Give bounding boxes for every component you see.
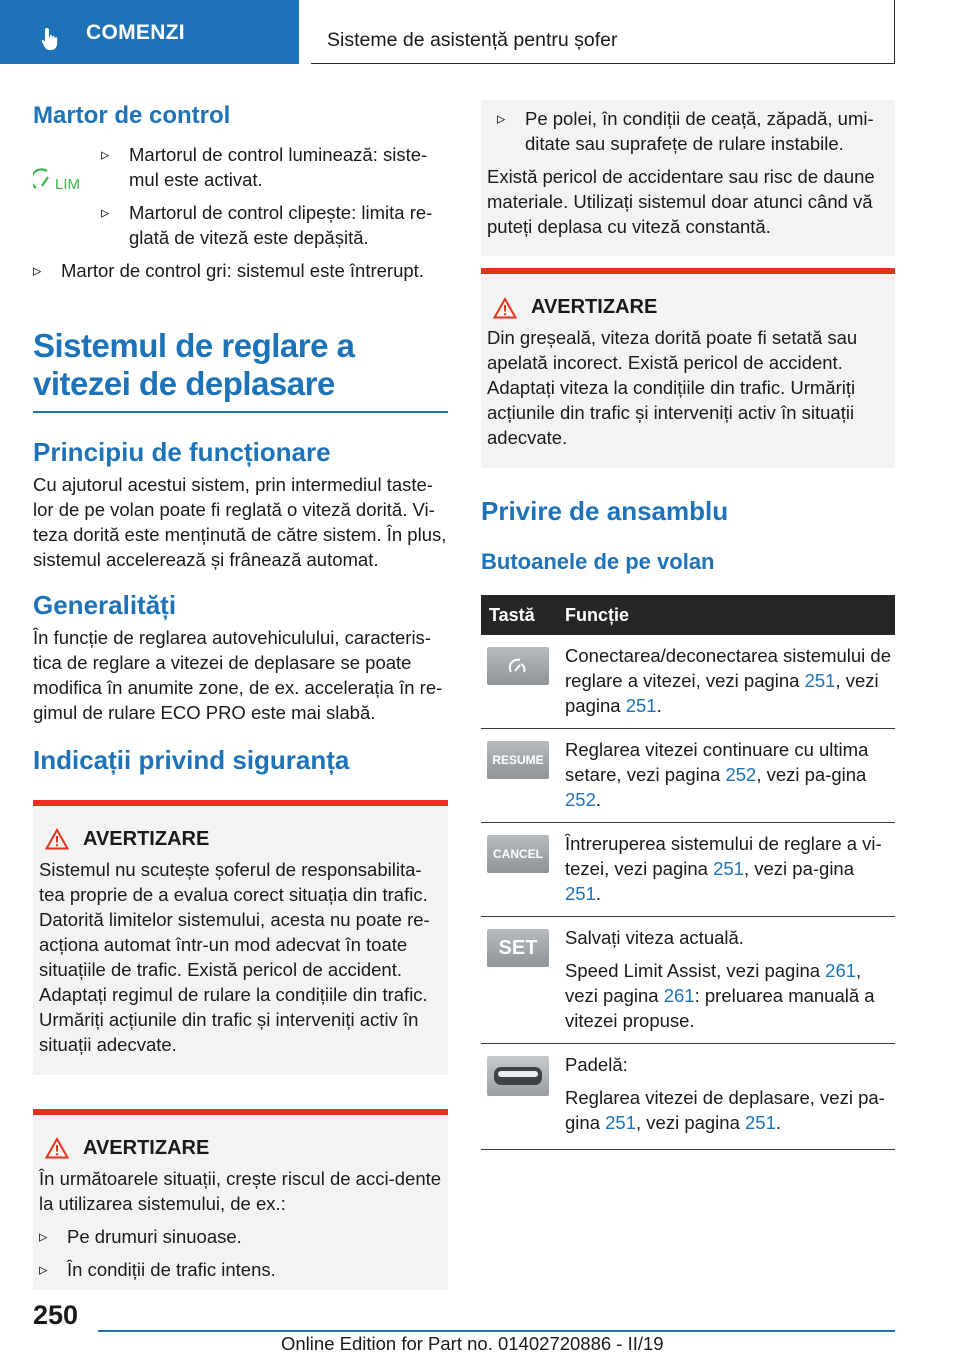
paddle-icon <box>491 1063 545 1089</box>
footer-rule <box>98 1330 895 1332</box>
page-link[interactable]: 252 <box>725 764 757 785</box>
table-row <box>481 729 895 823</box>
speed-limiter-key <box>487 647 549 685</box>
table-cell-function: Padelă: Reglarea vitezei de deplasare, vezi pa-gina 251, vezi pagina 251. <box>557 1044 895 1150</box>
continued-text: Există pericol de accidentare sau risc de daune materiale. Utilizați sistemul doar atunci când vă puteți deplasa cu viteză constantă. <box>487 166 875 237</box>
page-link[interactable]: 261 <box>663 985 695 1006</box>
safety-heading: Indicații privind siguranța <box>33 744 350 775</box>
page-link[interactable]: 251 <box>804 670 836 691</box>
buttons-heading: Butoanele de pe volan <box>481 549 715 574</box>
table-cell-function: Salvați viteza actuală. Speed Limit Assist, vezi pagina 261, vezi pagina 261: preluarea manuală a vitezei propuse. <box>557 917 895 1044</box>
warning-title: AVERTIZARE <box>45 1137 442 1160</box>
warning-text: Din greșeală, viteza dorită poate fi setată sau apelată incorect. Există pericol de accident. Adaptați viteza la condițiile din trafic. Urmăriți acțiunile din trafic și interveniți activ în situații adecvate. <box>487 327 858 448</box>
indicator-item: ▹ Martorul de control luminează: siste-mul este activat. <box>101 142 448 192</box>
table-row <box>481 1044 895 1150</box>
indicator-icon-label: LIM <box>55 176 81 192</box>
table-row <box>481 823 895 917</box>
general-heading: Generalități <box>33 589 177 620</box>
chapter-title: Sisteme de asistență pentru șofer <box>327 29 618 51</box>
warning-triangle-icon <box>493 297 517 319</box>
right-column <box>481 100 895 1150</box>
table-row <box>481 635 895 729</box>
warning-triangle-icon <box>45 1137 69 1159</box>
general-text: În funcție de reglarea autovehiculului, caracteris-tica de reglare a vitezei de deplasare se poate modifica în anumite zone, de ex. accelerația în re-gimul de rulare ECO PRO este mai slabă. <box>33 626 443 723</box>
warning-box <box>33 1109 448 1290</box>
section-tab-label: COMENZI <box>86 21 185 44</box>
chapter-title-box <box>311 0 895 64</box>
warning-box <box>481 268 895 468</box>
speed-limiter-icon <box>507 656 529 676</box>
warning-text: Sistemul nu scutește șoferul de responsabilita-tea proprie de a evalua corect situația din trafic. Datorită limitelor sistemului, acesta nu poate re-acționa automat într-un mod adecvat în toate situațiile de trafic. Există pericol de accident. Adaptați regimul de rulare la condițiile din trafic. Urmăriți acțiunile din trafic și interveniți activ în situații adecvate. <box>39 858 430 1055</box>
warning-box <box>33 800 448 1075</box>
indicator-block <box>33 142 448 250</box>
table-cell-function: Conectarea/deconectarea sistemului de reglare a vitezei, vezi pagina 251, vezi pagina 251. <box>557 635 895 729</box>
paddle-key <box>487 1056 549 1096</box>
page-number: 250 <box>33 1300 79 1330</box>
set-key: SET <box>487 929 549 967</box>
warning-triangle-icon <box>45 828 69 850</box>
hand-pointer-icon <box>38 26 64 52</box>
table-row <box>481 917 895 1044</box>
continued-list-item: ▹ Pe polei, în condiții de ceață, zăpadă, umi-ditate sau suprafețe de rulare instabile. <box>497 106 883 156</box>
page-link[interactable]: 251 <box>713 858 744 879</box>
system-heading: Sistemul de reglare a vitezei de deplasare <box>33 327 355 402</box>
page-link[interactable]: 251 <box>605 1112 636 1133</box>
warning-title: AVERTIZARE <box>493 296 889 319</box>
page-link[interactable]: 252 <box>565 789 596 810</box>
left-column <box>33 100 448 1290</box>
warning-list-item: ▹ Pe drumuri sinuoase. <box>39 1224 442 1249</box>
resume-key: RESUME <box>487 741 549 779</box>
page-link[interactable]: 251 <box>745 1112 776 1133</box>
table-cell-function: Întreruperea sistemului de reglare a vi-tezei, vezi pagina 251, vezi pa-gina 251. <box>557 823 895 917</box>
principle-text: Cu ajutorul acestui sistem, prin intermediul taste-lor de pe volan poate fi reglată o viteză dorită. Vi-teza dorită este menținută de către sistem. În plus, sistemul accelerează și frânează automat. <box>33 473 447 570</box>
table-header-function: Funcție <box>557 595 895 635</box>
table-header-key: Tastă <box>481 595 557 635</box>
warning-intro: În următoarele situații, crește riscul de acci-dente la utilizarea sistemului, de ex.: <box>39 1167 442 1214</box>
warning-list-item: ▹ În condiții de trafic intens. <box>39 1257 442 1282</box>
buttons-table <box>481 595 895 1150</box>
principle-heading: Principiu de funcționare <box>33 436 331 467</box>
speed-limiter-indicator-icon <box>33 166 89 192</box>
table-header-row <box>481 595 895 635</box>
page-link[interactable]: 251 <box>625 695 657 716</box>
overview-heading: Privire de ansamblu <box>481 496 729 526</box>
indicator-grey-item: ▹ Martor de control gri: sistemul este întrerupt. <box>33 258 448 283</box>
page-link[interactable]: 251 <box>565 883 596 904</box>
table-cell-function: Reglarea vitezei continuare cu ultima setare, vezi pagina 252, vezi pa-gina 252. <box>557 729 895 823</box>
heading-rule <box>33 411 448 413</box>
indicator-heading: Martor de control <box>33 102 231 129</box>
cancel-key: CANCEL <box>487 835 549 873</box>
page-link[interactable]: 261 <box>825 960 857 981</box>
edition-text: Online Edition for Part no. 01402720886 - II/19 <box>281 1333 664 1354</box>
warning-title: AVERTIZARE <box>45 828 442 851</box>
indicator-item: ▹ Martorul de control clipește: limita re-glată de viteză este depășită. <box>101 200 448 250</box>
continued-box <box>481 100 895 256</box>
section-tab[interactable] <box>0 0 299 64</box>
